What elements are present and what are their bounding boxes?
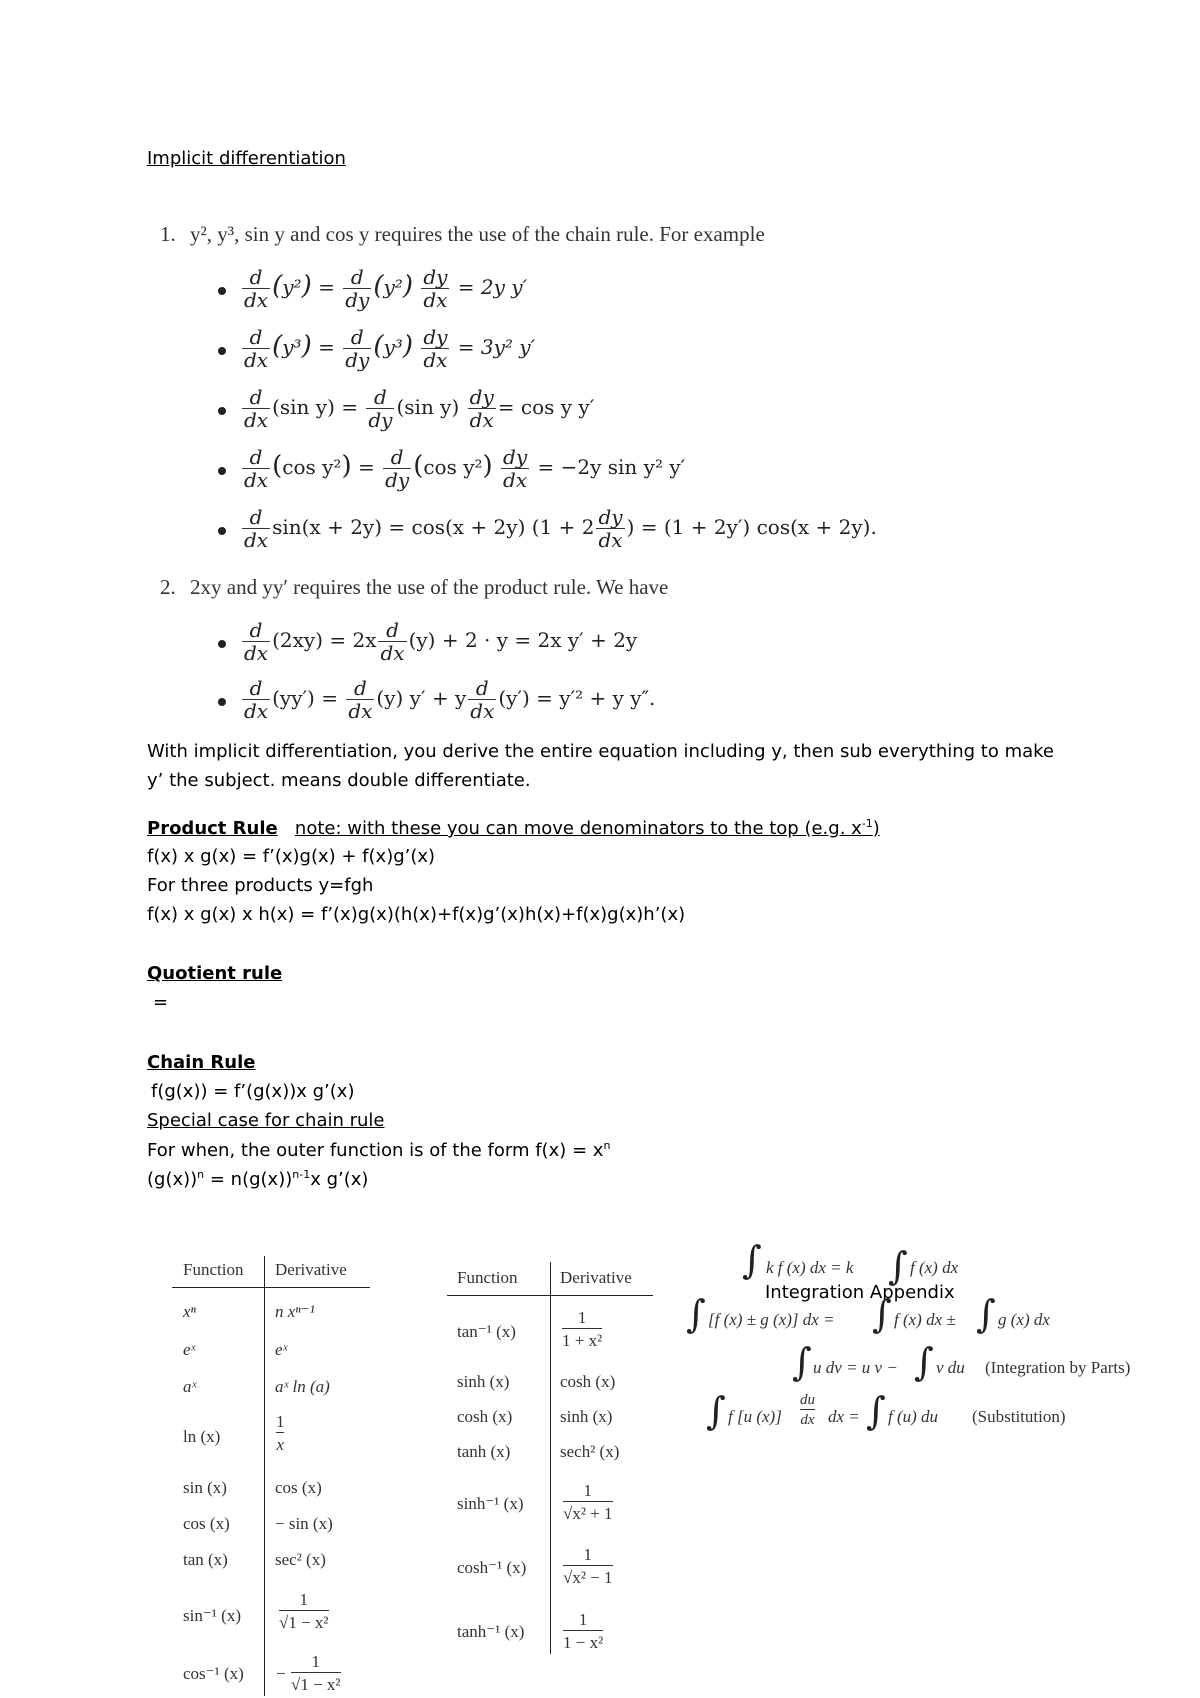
table-cell-fraction: $\frac{1}{\text{√1 − x²}}$ — [291, 1652, 341, 1694]
integration-formula-4d: (Substitution) — [972, 1407, 1066, 1426]
chain-rule-title: Chain Rule — [147, 1052, 256, 1073]
table-cell: − — [276, 1664, 286, 1683]
three-products-formula: f(x) x g(x) x h(x) = f’(x)g(x)(h(x)+f(x)g’(x)h(x)+f(x)g(x)h’(x) — [147, 904, 686, 925]
table-cell: n xⁿ⁻¹ — [275, 1302, 315, 1321]
table-cell: eˣ — [183, 1340, 196, 1359]
table-cell: eˣ — [275, 1340, 288, 1359]
table-cell: cos (x) — [183, 1514, 230, 1533]
table-cell-fraction: $\frac{1}{x}$ — [276, 1412, 285, 1454]
special-case-formula: $(g(x))^n = n(g(x))^{n-1}x$ g’(x) — [147, 1168, 369, 1190]
integration-formula-4a: f [u (x)] — [728, 1407, 782, 1426]
table-cell-fraction: $\frac{1}{\text{1 + x²}}$ — [562, 1308, 603, 1350]
table-cell: cos (x) — [275, 1478, 322, 1497]
equation-3: $\frac{d}{dx}$ (sin y) = $\frac{d}{dy}$ (sin y) $\frac{dy}{dx}$ = cos y y′ — [244, 385, 595, 432]
table-cell: cos⁻¹ (x) — [183, 1664, 244, 1683]
product-rule-note: note: with these you can move denominators to the top (e.g. $x^{-1}$) — [294, 817, 880, 839]
table-cell: sinh (x) — [560, 1407, 613, 1426]
bullet — [218, 698, 226, 706]
equation-2: $\frac{d}{dx}$ (y³) = $\frac{d}{dy}$ (y³) $\frac{dy}{dx}$ = 3y² y′ — [244, 325, 536, 372]
bullet — [218, 407, 226, 415]
table-cell: tanh⁻¹ (x) — [457, 1622, 525, 1641]
table-cell-fraction: $\frac{1}{\text{√x² − 1}}$ — [563, 1545, 613, 1587]
integration-formula-3c: (Integration by Parts) — [985, 1358, 1131, 1377]
list-number-1: 1. — [160, 222, 176, 246]
integration-formula-1b: f (x) dx — [910, 1258, 959, 1277]
table-cell: aˣ — [183, 1377, 197, 1396]
equation-5: $\frac{d}{dx}$ sin(x + 2y) = cos(x + 2y) (1 + 2 $\frac{dy}{dx}$ ) = (1 + 2y′) cos(x + 2y). — [244, 505, 877, 552]
bullet — [218, 347, 226, 355]
table-cell: aˣ ln (a) — [275, 1377, 330, 1396]
list-item-2-text: 2xy and yy′ requires the use of the product rule. We have — [190, 575, 669, 599]
bullet — [218, 467, 226, 475]
note-line-1: With implicit differentiation, you derive the entire equation including y, then sub everything to make — [147, 741, 1055, 762]
product-rule-title: Product Rule — [147, 818, 278, 839]
table-cell: sinh⁻¹ (x) — [457, 1494, 524, 1513]
table-cell: sech² (x) — [560, 1442, 620, 1461]
three-products-label: For three products y=fgh — [147, 875, 374, 896]
special-case-title: Special case for chain rule — [147, 1110, 385, 1131]
integration-appendix-title: Integration Appendix — [765, 1282, 955, 1303]
table-cell: cosh (x) — [457, 1407, 513, 1426]
table-cell: sinh (x) — [457, 1372, 510, 1391]
table-cell: xⁿ — [183, 1302, 196, 1321]
table-cell: − sin (x) — [275, 1514, 333, 1533]
product-rule-formula: f(x) x g(x) = f’(x)g(x) + f(x)g’(x) — [147, 846, 436, 867]
integration-formula-3b: v du — [936, 1358, 965, 1377]
chain-rule-formula: f(g(x)) = f’(g(x))x g’(x) — [151, 1081, 355, 1102]
table-header: Function — [457, 1268, 518, 1287]
equation-4: $\frac{d}{dx}$ (cos y²) = $\frac{d}{dy}$ (cos y²) $\frac{dy}{dx}$ = −2y sin y² y′ — [244, 445, 686, 492]
bullet — [218, 287, 226, 295]
table-cell: sin (x) — [183, 1478, 227, 1497]
integration-formula-1a: k f (x) dx = k — [766, 1258, 854, 1277]
table-cell: tanh (x) — [457, 1442, 511, 1461]
bullet — [218, 640, 226, 648]
table-cell: sec² (x) — [275, 1550, 326, 1569]
quotient-rule-formula: = — [153, 992, 169, 1013]
equation-1: $\frac{d}{dx}$ (y²) = $\frac{d}{dy}$ (y²) $\frac{dy}{dx}$ = 2y y′ — [244, 265, 528, 312]
list-item-1-text: y², y³, sin y and cos y requires the use of the chain rule. For example — [190, 222, 765, 246]
table-header: Derivative — [560, 1268, 632, 1287]
table-header: Function — [183, 1260, 244, 1279]
quotient-rule-title: Quotient rule — [147, 963, 283, 984]
integration-formula-2a: [f (x) ± g (x)] dx = — [708, 1310, 835, 1329]
table-cell: ln (x) — [183, 1427, 221, 1446]
integration-formula-3a: u dv = u v − — [813, 1358, 898, 1377]
table-cell: tan⁻¹ (x) — [457, 1322, 516, 1341]
table-header: Derivative — [275, 1260, 347, 1279]
table-cell-fraction: $\frac{1}{\text{√x² + 1}}$ — [563, 1481, 613, 1523]
integration-formula-2c: g (x) dx — [998, 1310, 1050, 1329]
table-cell: sin⁻¹ (x) — [183, 1606, 241, 1625]
integration-formula-4b: dx = — [828, 1407, 860, 1426]
note-line-2: y’ the subject. means double differentiate. — [147, 770, 531, 791]
list-number-2: 2. — [160, 575, 176, 599]
page-title: Implicit differentiation — [147, 148, 346, 169]
table-cell: tan (x) — [183, 1550, 228, 1569]
equation-7: $\frac{d}{dx}$ (yy′) = $\frac{d}{dx}$ (y) y′ + y $\frac{d}{dx}$ (y′) = y′² + y y″. — [244, 676, 656, 723]
table-cell: cosh (x) — [560, 1372, 616, 1391]
table-cell-fraction: $\frac{1}{\text{1 − x²}}$ — [563, 1610, 604, 1652]
table-cell-fraction: $\frac{1}{\text{√1 − x²}}$ — [279, 1590, 329, 1632]
integration-formula-2b: f (x) dx ± — [894, 1310, 956, 1329]
integration-fraction: $\frac{du}{dx}$ — [800, 1392, 815, 1428]
table-cell: cosh⁻¹ (x) — [457, 1558, 527, 1577]
special-case-text: For when, the outer function is of the form $f(x) = x^n$ — [147, 1139, 611, 1161]
integration-formula-4c: f (u) du — [888, 1407, 939, 1426]
bullet — [218, 527, 226, 535]
equation-6: $\frac{d}{dx}$ (2xy) = 2x $\frac{d}{dx}$ (y) + 2 · y = 2x y′ + 2y — [244, 618, 638, 665]
product-rule-heading — [147, 817, 880, 839]
